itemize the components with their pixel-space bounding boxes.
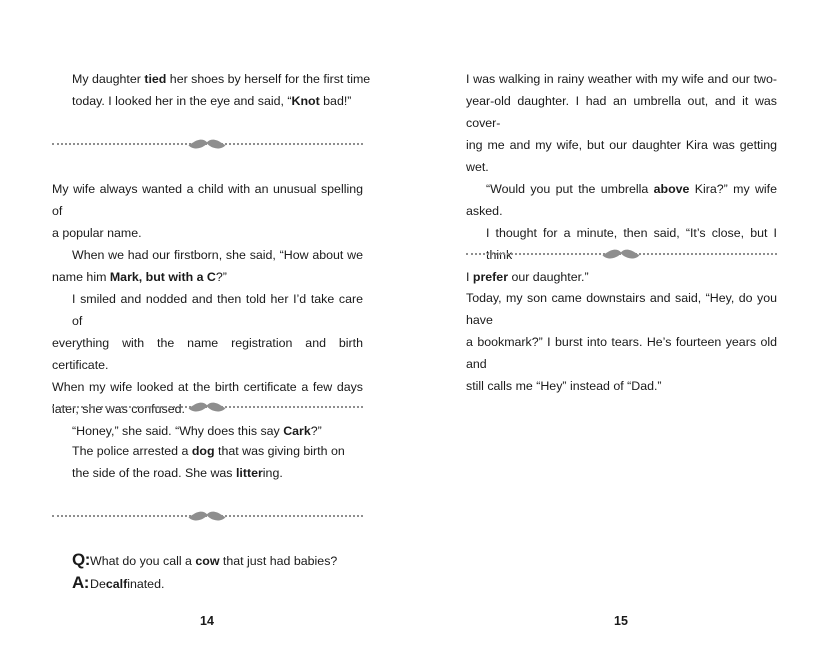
text-run: the side of the road. She was bbox=[72, 466, 236, 480]
answer-marker: A: bbox=[72, 573, 89, 592]
text-line: a bookmark?” I burst into tears. He’s fourteen years old and bbox=[466, 335, 777, 371]
question-marker: Q: bbox=[72, 550, 90, 569]
text-run: inated. bbox=[127, 577, 165, 591]
text-run: De bbox=[90, 577, 106, 591]
joke-dog-littering bbox=[72, 440, 362, 484]
joke-cow-qa bbox=[72, 549, 372, 595]
text-line: Today, my son came downstairs and said, “Hey, do you have bbox=[466, 291, 777, 327]
bold-word: Mark, but with a C bbox=[109, 270, 216, 284]
page-number: 15 bbox=[614, 614, 628, 628]
text-run: ?” bbox=[215, 270, 227, 284]
text-run: Kira?” my wife bbox=[689, 182, 778, 196]
mustache-icon bbox=[188, 401, 226, 413]
text-run: I bbox=[466, 270, 473, 284]
bold-word: tied bbox=[144, 72, 167, 86]
text-run: today. I looked her in the eye and said, “ bbox=[72, 94, 292, 108]
text-line: still calls me “Hey” instead of “Dad.” bbox=[466, 379, 662, 393]
mustache-icon bbox=[188, 510, 226, 522]
text-line: When we had our firstborn, she said, “How about we bbox=[72, 248, 363, 262]
text-line bbox=[72, 462, 362, 484]
bold-word: prefer bbox=[472, 270, 509, 284]
bold-word: Cark bbox=[283, 424, 311, 438]
text-line: My wife always wanted a child with an unusual spelling of bbox=[52, 182, 363, 218]
question-line bbox=[72, 549, 372, 572]
text-run: My daughter bbox=[72, 72, 145, 86]
right-page bbox=[414, 0, 828, 662]
text-run: ?” bbox=[310, 424, 322, 438]
text-run: name him bbox=[52, 270, 110, 284]
bold-word: cow bbox=[195, 554, 220, 568]
joke-separator bbox=[52, 510, 363, 522]
text-run: The police arrested a bbox=[72, 444, 192, 458]
text-line: year-old daughter. I had an umbrella out, and it was cover- bbox=[466, 94, 777, 130]
text-line: I thought for a minute, then said, “It’s close, but I think bbox=[486, 226, 777, 262]
joke-separator bbox=[52, 401, 363, 413]
text-line: everything with the name registration and birth certificate. bbox=[52, 336, 363, 372]
text-run: our daughter.” bbox=[508, 270, 589, 284]
text-run: ing. bbox=[262, 466, 283, 480]
bold-word: above bbox=[653, 182, 690, 196]
text-line bbox=[72, 440, 362, 462]
text-run: bad!” bbox=[319, 94, 352, 108]
joke-separator bbox=[466, 248, 777, 260]
text-line: asked. bbox=[466, 204, 503, 218]
text-run: “Would you put the umbrella bbox=[486, 182, 654, 196]
answer-line bbox=[72, 572, 372, 595]
text-line bbox=[72, 68, 371, 90]
joke-tied-shoes bbox=[72, 68, 371, 112]
text-line: I was walking in rainy weather with my wife and our two- bbox=[466, 72, 777, 86]
bold-word: calf bbox=[105, 577, 128, 591]
bold-word: Knot bbox=[291, 94, 320, 108]
bold-word: litter bbox=[235, 466, 263, 480]
text-line: a popular name. bbox=[52, 226, 142, 240]
page-number: 14 bbox=[200, 614, 214, 628]
mustache-icon bbox=[602, 248, 640, 260]
bold-word: dog bbox=[191, 444, 215, 458]
text-run: that just had babies? bbox=[219, 554, 338, 568]
text-line: ing me and my wife, but our daughter Kira was getting wet. bbox=[466, 138, 777, 174]
text-run: “Honey,” she said. “Why does this say bbox=[72, 424, 284, 438]
text-run: What do you call a bbox=[90, 554, 196, 568]
mustache-icon bbox=[188, 138, 226, 150]
joke-bookmark bbox=[466, 287, 777, 397]
text-line: I smiled and nodded and then told her I’d take care of bbox=[72, 292, 363, 328]
text-line bbox=[466, 266, 777, 288]
joke-separator bbox=[52, 138, 363, 150]
text-line bbox=[52, 420, 363, 442]
text-run: that was giving birth on bbox=[214, 444, 345, 458]
text-line bbox=[466, 178, 777, 200]
text-line bbox=[72, 90, 362, 112]
text-run: her shoes by herself for the first time bbox=[166, 72, 371, 86]
text-line: When my wife looked at the birth certificate a few days bbox=[52, 380, 363, 394]
text-line bbox=[52, 266, 363, 288]
text-line: later, she was confused. bbox=[52, 402, 185, 416]
